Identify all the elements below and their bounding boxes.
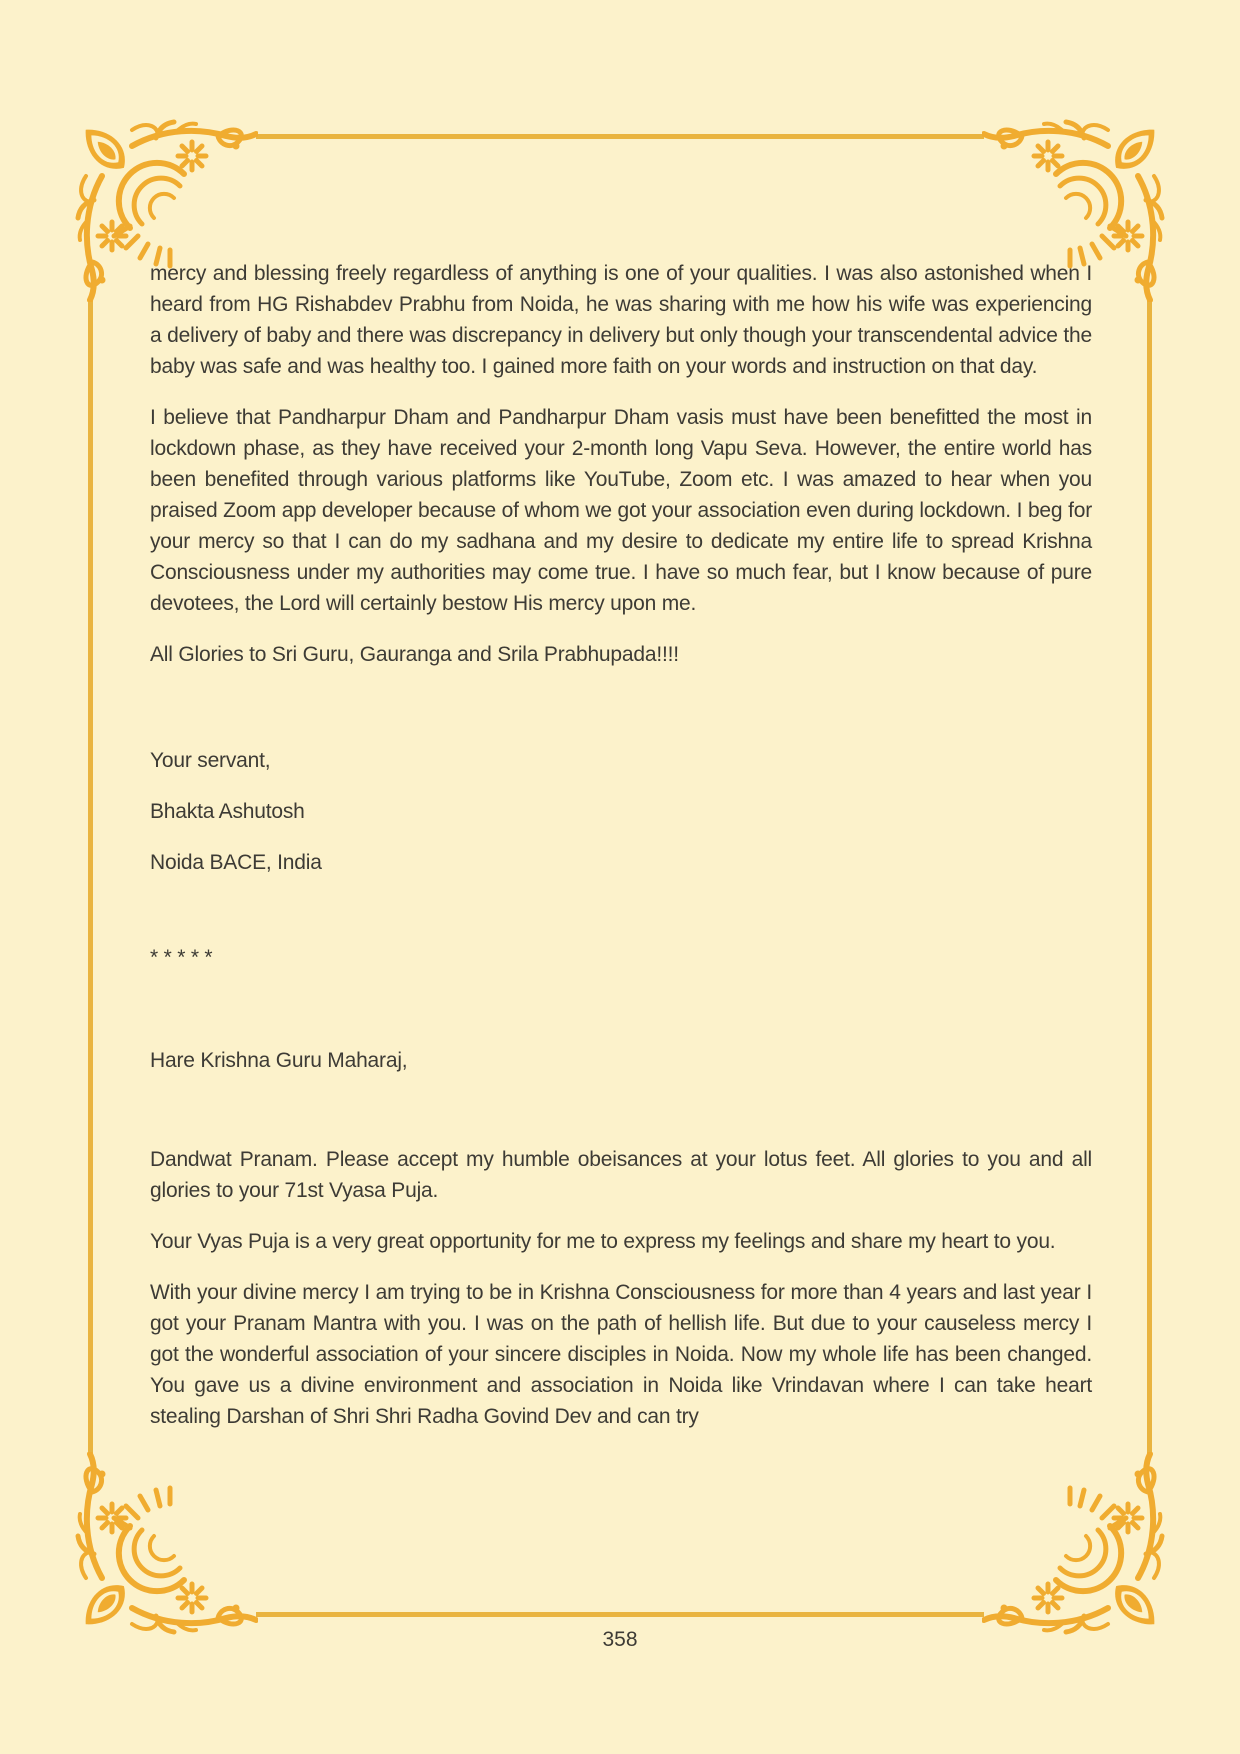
- page-number: 358: [602, 1628, 638, 1651]
- border-line-top: [256, 134, 984, 139]
- corner-flourish-icon: [982, 1452, 1172, 1642]
- letter1-location: Noida BACE, India: [150, 851, 322, 874]
- border-line-bottom: [256, 1612, 984, 1617]
- letter2-paragraph-1: Dandwat Pranam. Please accept my humble obeisances at your lotus feet. All glories to you and all glories to your 71st Vyasa Puja.: [150, 1148, 1092, 1202]
- border-line-right: [1147, 298, 1152, 1456]
- letter1-signoff: Your servant,: [150, 749, 271, 772]
- letter2-paragraph-3: With your divine mercy I am trying to be in Krishna Consciousness for more than 4 years and last year I got your Pranam Mantra with you. I was on the path of hellish life. But due to your causeless mercy I got the wonderful association of your sincere disciples in Noida. Now my whole life has been changed. You gave us a divine environment and association in Noida like Vrindavan where I can take heart stealing Darshan of Shri Shri Radha Govind Dev and can try: [150, 1281, 1092, 1428]
- letter1-paragraph-1: mercy and blessing freely regardless of anything is one of your qualities. I was also astonished when I heard from HG Rishabdev Prabhu from Noida, he was sharing with me how his wife was experiencing a delivery of baby and there was discrepancy in delivery but only though your transcendental advice the baby was safe and was healthy too. I gained more faith on your words and instruction on that day.: [150, 262, 1092, 378]
- letter-body: [150, 258, 1092, 1452]
- letter2-paragraph-2: Your Vyas Puja is a very great opportunity for me to express my feelings and share my heart to you.: [150, 1230, 1056, 1253]
- letter-separator: * * * * *: [150, 946, 213, 969]
- border-line-left: [88, 298, 93, 1456]
- letter1-signature: Bhakta Ashutosh: [150, 800, 305, 823]
- corner-flourish-icon: [68, 1452, 258, 1642]
- letter1-paragraph-2: I believe that Pandharpur Dham and Pandharpur Dham vasis must have been benefitted the most in lockdown phase, as they have received your 2-month long Vapu Seva. However, the entire world has been benefited through various platforms like YouTube, Zoom etc. I was amazed to hear when you praised Zoom app developer because of whom we got your association even during lockdown. I beg for your mercy so that I can do my sadhana and my desire to dedicate my entire life to spread Krishna Consciousness under my authorities may come true. I have so much fear, but I know because of pure devotees, the Lord will certainly bestow His mercy upon me.: [150, 406, 1092, 615]
- letter2-salutation: Hare Krishna Guru Maharaj,: [150, 1049, 408, 1072]
- letter1-glories-line: All Glories to Sri Guru, Gauranga and Srila Prabhupada!!!!: [150, 643, 679, 666]
